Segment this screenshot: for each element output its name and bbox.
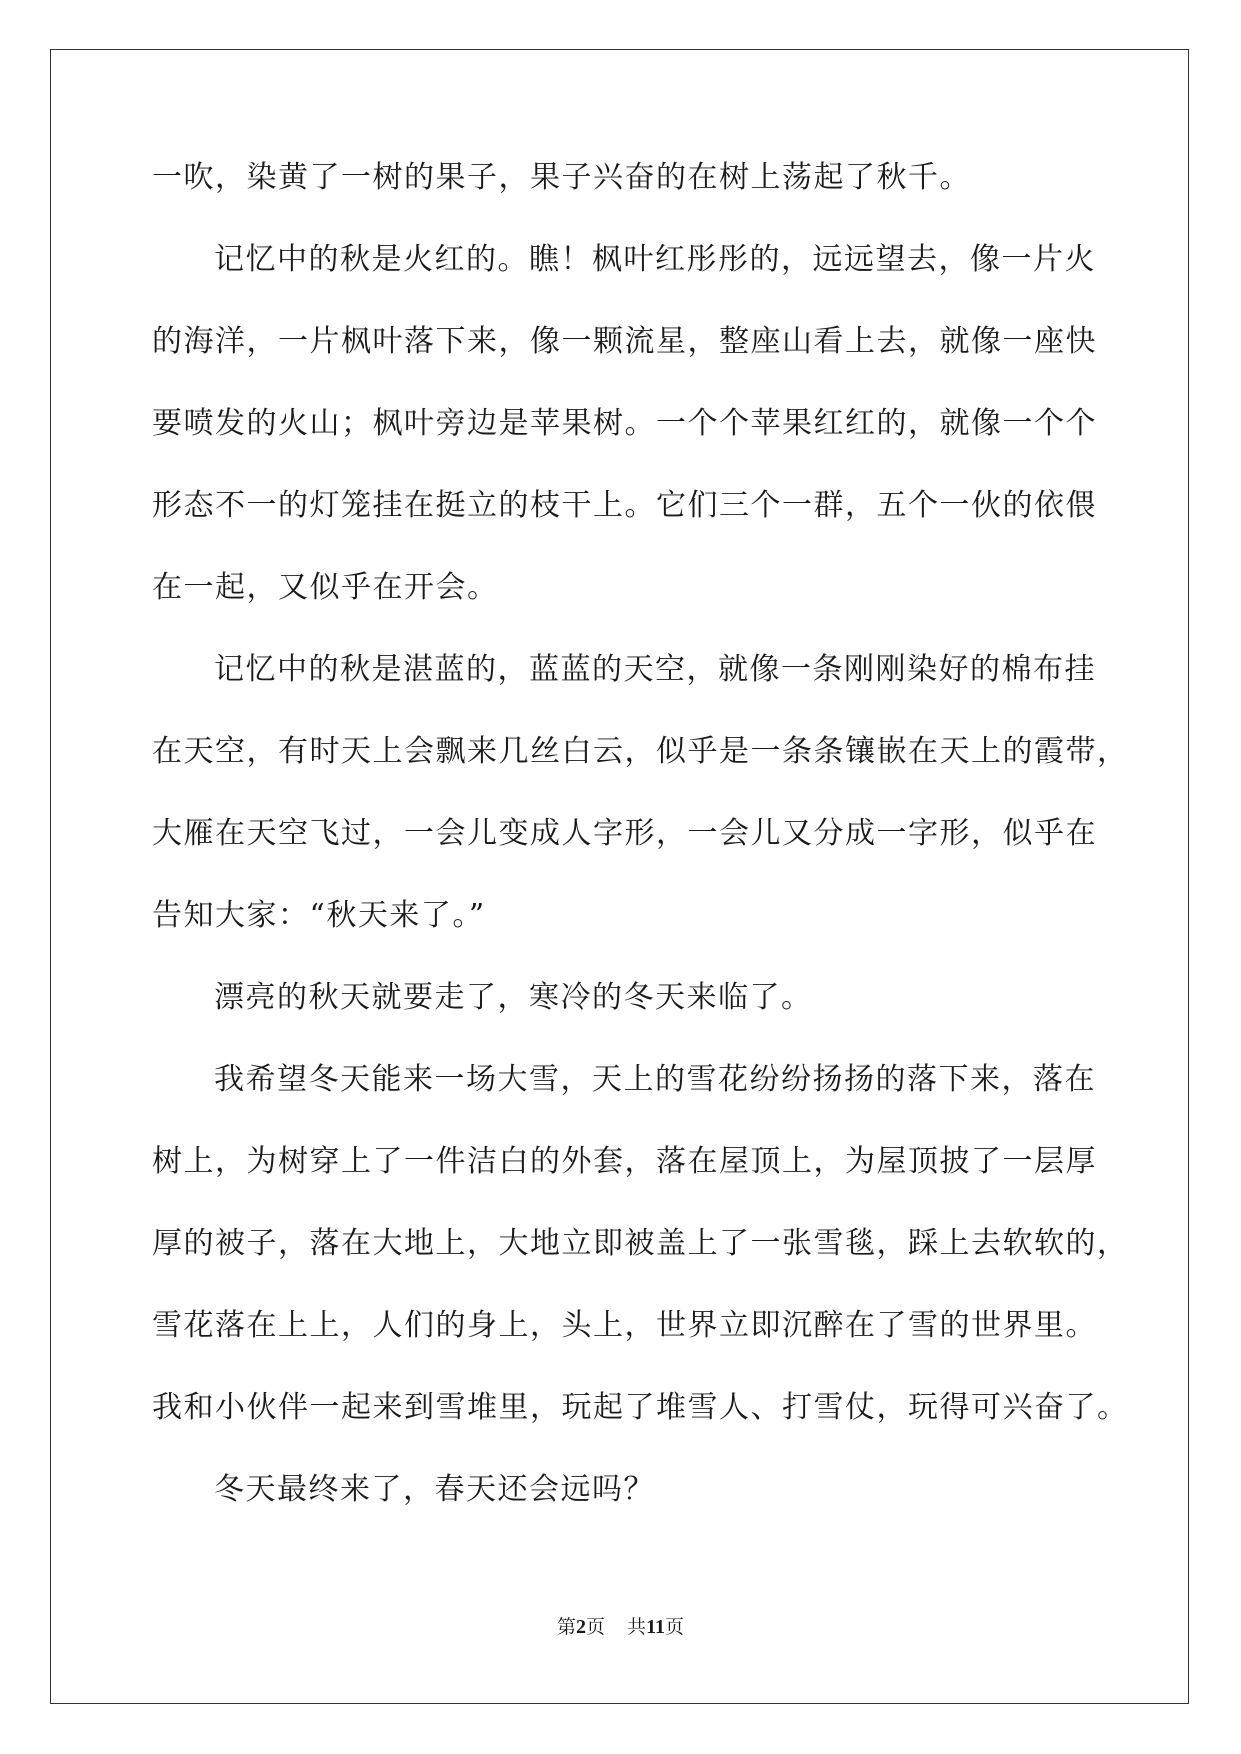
text-line: 冬天最终来了，春天还会远吗？ bbox=[214, 1472, 655, 1507]
document-body bbox=[152, 160, 1129, 1554]
total-pages: 11 bbox=[646, 1616, 665, 1638]
text-line: 厚的被子，落在大地上，大地立即被盖上了一张雪毯，踩上去软软的， bbox=[152, 1226, 1129, 1261]
page-footer bbox=[0, 1612, 1241, 1639]
text-line: 要喷发的火山；枫叶旁边是苹果树。一个个苹果红红的，就像一个个 bbox=[152, 406, 1097, 441]
page-number: 2 bbox=[576, 1616, 587, 1638]
text-line: 形态不一的灯笼挂在挺立的枝干上。它们三个一群，五个一伙的依偎 bbox=[152, 488, 1097, 523]
text-line: 一吹，染黄了一树的果子，果子兴奋的在树上荡起了秋千。 bbox=[152, 160, 971, 195]
total-suffix: 页 bbox=[664, 1616, 684, 1638]
page-prefix: 第 bbox=[557, 1616, 577, 1638]
text-line: 大雁在天空飞过，一会儿变成人字形，一会儿又分成一字形，似乎在 bbox=[152, 816, 1097, 851]
text-line: 漂亮的秋天就要走了，寒冷的冬天来临了。 bbox=[214, 980, 813, 1015]
total-prefix: 共 bbox=[627, 1616, 647, 1638]
text-line: 雪花落在上上，人们的身上，头上，世界立即沉醉在了雪的世界里。 bbox=[152, 1308, 1097, 1343]
text-line: 在一起，又似乎在开会。 bbox=[152, 570, 499, 605]
text-line: 在天空，有时天上会飘来几丝白云，似乎是一条条镶嵌在天上的霞带， bbox=[152, 734, 1129, 769]
page-suffix: 页 bbox=[586, 1616, 606, 1638]
text-line: 的海洋，一片枫叶落下来，像一颗流星，整座山看上去，就像一座快 bbox=[152, 324, 1097, 359]
text-line: 告知大家：“秋天来了。” bbox=[152, 898, 486, 933]
text-line: 记忆中的秋是火红的。瞧！枫叶红彤彤的，远远望去，像一片火 bbox=[214, 242, 1096, 277]
text-line: 我希望冬天能来一场大雪，天上的雪花纷纷扬扬的落下来，落在 bbox=[214, 1062, 1096, 1097]
text-line: 记忆中的秋是湛蓝的，蓝蓝的天空，就像一条刚刚染好的棉布挂 bbox=[214, 652, 1096, 687]
text-line: 树上，为树穿上了一件洁白的外套，落在屋顶上，为屋顶披了一层厚 bbox=[152, 1144, 1097, 1179]
text-line: 我和小伙伴一起来到雪堆里，玩起了堆雪人、打雪仗，玩得可兴奋了。 bbox=[152, 1390, 1129, 1425]
